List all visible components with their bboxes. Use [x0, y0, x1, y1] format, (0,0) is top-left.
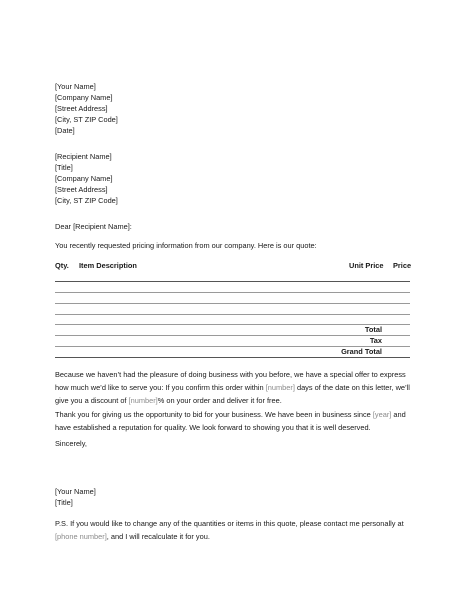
- recipient-street: [Street Address]: [55, 185, 108, 194]
- signature-name: [Your Name]: [55, 487, 96, 496]
- recipient-name: [Recipient Name]: [55, 152, 112, 161]
- sender-city: [City, ST ZIP Code]: [55, 115, 118, 124]
- postscript-paragraph: [55, 517, 415, 543]
- table-rule: [55, 281, 410, 282]
- recipient-city: [City, ST ZIP Code]: [55, 196, 118, 205]
- placeholder-phone: [phone number]: [55, 532, 107, 541]
- header-price: Price: [393, 261, 412, 270]
- closing: Sincerely,: [55, 439, 87, 448]
- offer-text: Because we haven’t had the pleasure of doing business with you before, we have a special offer to express how much we’d like to serve you: If you confirm this order within: [55, 370, 406, 392]
- postscript-text: P.S. If you would like to change any of the quantities or items in this quote, please contact me personally at: [55, 519, 404, 528]
- placeholder-year: [year]: [372, 410, 392, 419]
- salutation: Dear [Recipient Name]:: [55, 222, 132, 231]
- offer-text: days of the date on this letter, we’ll give you a discount of: [55, 383, 410, 405]
- thanks-paragraph: [55, 408, 415, 434]
- header-item-description: Item Description: [79, 261, 137, 270]
- grand-total-label: Grand Total: [341, 347, 382, 356]
- table-rule: [55, 292, 410, 293]
- sender-company: [Company Name]: [55, 93, 113, 102]
- postscript-text: , and I will recalculate it for you.: [106, 532, 210, 541]
- offer-paragraph: [55, 368, 415, 407]
- offer-text: % on your order and deliver it for free.: [157, 396, 282, 405]
- table-rule: [55, 324, 410, 325]
- sender-street: [Street Address]: [55, 104, 108, 113]
- placeholder-discount: [number]: [128, 396, 158, 405]
- intro-paragraph: You recently requested pricing information from our company. Here is our quote:: [55, 241, 317, 250]
- table-rule: [55, 303, 410, 304]
- recipient-title: [Title]: [55, 163, 73, 172]
- header-unit-price: Unit Price: [349, 261, 384, 270]
- letter-date: [Date]: [55, 126, 75, 135]
- recipient-company: [Company Name]: [55, 174, 113, 183]
- table-rule: [55, 335, 410, 336]
- thanks-text: and have established a reputation for quality. We look forward to showing you that it is well deserved.: [55, 410, 406, 432]
- sender-name: [Your Name]: [55, 82, 96, 91]
- total-label: Total: [364, 325, 382, 334]
- table-rule: [55, 314, 410, 315]
- header-qty: Qty.: [55, 261, 69, 270]
- placeholder-days: [number]: [265, 383, 295, 392]
- tax-label: Tax: [369, 336, 382, 345]
- signature-title: [Title]: [55, 498, 73, 507]
- table-rule: [55, 357, 410, 358]
- thanks-text: Thank you for giving us the opportunity to bid for your business. We have been in business since: [55, 410, 373, 419]
